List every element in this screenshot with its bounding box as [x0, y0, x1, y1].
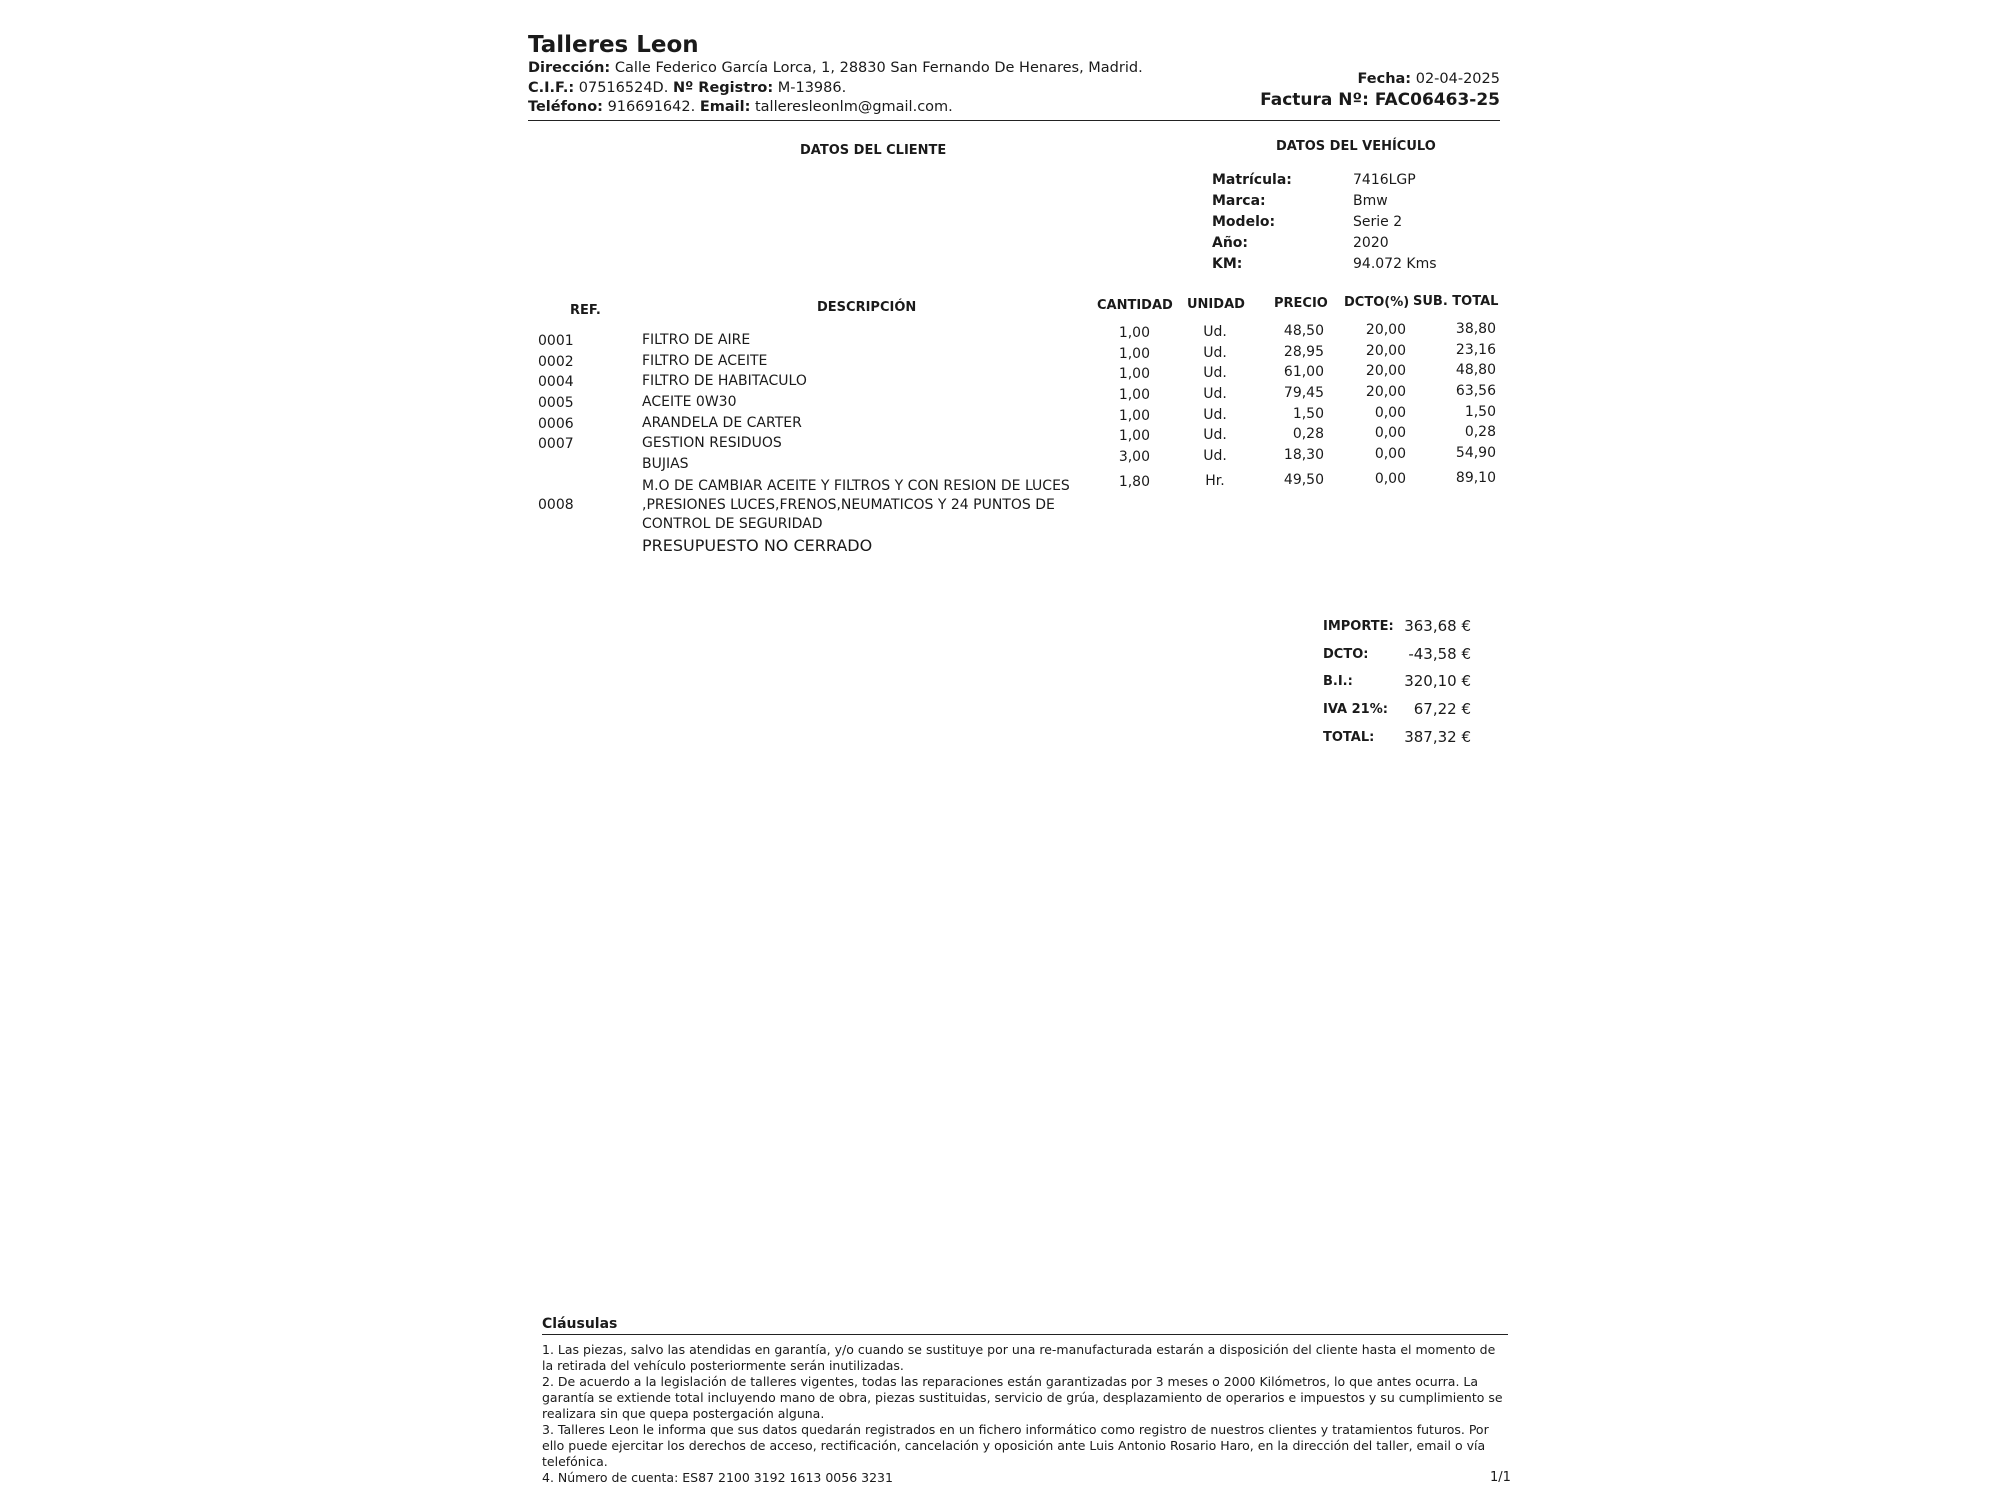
table-cell-qty: 1,00 [1118, 366, 1150, 382]
col-header-desc: DESCRIPCIÓN [817, 300, 917, 315]
client-heading: DATOS DEL CLIENTE [800, 143, 947, 158]
table-cell-disc: 0,00 [1374, 405, 1406, 421]
col-header-qty: CANTIDAD [1097, 298, 1173, 313]
clauses-divider [542, 1334, 1508, 1335]
table-cell-disc: 20,00 [1365, 384, 1406, 400]
table-cell-price: 1,50 [1292, 406, 1324, 422]
total-iva-label: IVA 21%: [1323, 702, 1388, 717]
table-cell-ref: 0007 [538, 436, 574, 452]
table-cell-ref: 0004 [538, 374, 574, 390]
clause-item: 2. De acuerdo a la legislación de talleres vigentes, todas las reparaciones están garantizadas por 3 meses o 2000 Kilómetros, lo que antes ocurra. La garantía se extiende total incluyendo mano de obra, piezas sustituidas, servicio de grúa, desplazamiento de operarios e impuestos y su cumplimiento se realizara sin que quepa postergación alguna. [542, 1374, 1503, 1421]
table-cell-unit: Ud. [1203, 365, 1227, 381]
total-final-label: TOTAL: [1323, 730, 1375, 745]
vehicle-model-value: Serie 2 [1353, 214, 1403, 230]
table-cell-qty: 1,00 [1118, 346, 1150, 362]
table-cell-disc: 20,00 [1365, 343, 1406, 359]
clause-item: 4. Número de cuenta: ES87 2100 3192 1613 0056 3231 [542, 1470, 893, 1485]
table-cell-price: 48,50 [1283, 323, 1324, 339]
table-cell-desc: ARANDELA DE CARTER [642, 415, 802, 431]
table-cell-qty: 1,00 [1118, 428, 1150, 444]
col-header-sub: SUB. TOTAL [1413, 294, 1499, 309]
vehicle-plate-value: 7416LGP [1353, 172, 1416, 188]
col-header-price: PRECIO [1274, 296, 1328, 311]
table-cell-sub: 54,90 [1455, 445, 1496, 461]
address-label: Dirección: [528, 60, 611, 76]
table-cell-qty: 3,00 [1118, 449, 1150, 465]
table-cell-ref: 0005 [538, 395, 574, 411]
table-cell-unit: Ud. [1203, 345, 1227, 361]
table-cell-price: 0,28 [1292, 426, 1324, 442]
table-cell-ref: 0008 [538, 497, 574, 513]
table-cell-unit: Ud. [1203, 324, 1227, 340]
phone-value: 916691642. [607, 99, 696, 115]
vehicle-make-label: Marca: [1212, 193, 1266, 209]
table-cell-unit: Ud. [1203, 386, 1227, 402]
invoice-date [1300, 71, 1500, 87]
vehicle-year-value: 2020 [1353, 235, 1389, 251]
col-header-ref: REF. [570, 303, 601, 318]
table-cell-qty: 1,00 [1118, 387, 1150, 403]
table-cell-ref: 0002 [538, 354, 574, 370]
table-cell-sub: 1,50 [1464, 404, 1496, 420]
cif-value: 07516524D. [578, 80, 669, 96]
total-bi-value: 320,10 € [1404, 672, 1471, 690]
table-cell-desc: BUJIAS [642, 456, 689, 472]
vehicle-model-label: Modelo: [1212, 214, 1276, 230]
table-cell-disc: 0,00 [1374, 471, 1406, 487]
table-cell-desc: GESTION RESIDUOS [642, 435, 782, 451]
invoice-number-label: Factura Nº: [1260, 90, 1369, 110]
table-cell-price: 28,95 [1283, 344, 1324, 360]
vehicle-make-value: Bmw [1353, 193, 1388, 209]
table-cell-desc: ACEITE 0W30 [642, 394, 737, 410]
table-cell-sub: 23,16 [1455, 342, 1496, 358]
header-divider [528, 120, 1500, 121]
table-cell-sub: 38,80 [1455, 321, 1496, 337]
invoice-number [1200, 90, 1500, 110]
total-iva-value: 67,22 € [1413, 700, 1471, 718]
col-header-disc: DCTO(%) [1344, 295, 1410, 310]
table-cell-sub: 0,28 [1464, 424, 1496, 440]
registro-label: Nº Registro: [672, 80, 774, 96]
table-cell-disc: 20,00 [1365, 363, 1406, 379]
table-cell-qty: 1,00 [1118, 408, 1150, 424]
table-cell-sub: 48,80 [1455, 362, 1496, 378]
table-cell-desc: FILTRO DE ACEITE [642, 353, 768, 369]
table-cell-price: 49,50 [1283, 472, 1324, 488]
invoice-number-value: FAC06463-25 [1374, 90, 1500, 110]
vehicle-year-label: Año: [1212, 235, 1249, 251]
vehicle-heading: DATOS DEL VEHÍCULO [1276, 139, 1436, 154]
total-dcto-value: -43,58 € [1408, 645, 1471, 663]
company-contact-line [528, 99, 953, 115]
table-cell-desc: M.O DE CAMBIAR ACEITE Y FILTROS Y CON RESION DE LUCES ,PRESIONES LUCES,FRENOS,NEUMATICOS Y 24 PUNTOS DE CONTROL DE SEGURIDAD [642, 478, 1070, 532]
date-label: Fecha: [1357, 71, 1412, 87]
total-bi-label: B.I.: [1323, 674, 1353, 689]
page-number: 1/1 [1490, 1470, 1511, 1485]
clause-item: 1. Las piezas, salvo las atendidas en garantía, y/o cuando se sustituye por una re-manufacturada estarán a disposición del cliente hasta el momento de la retirada del vehículo posteriormente serán inutilizadas. [542, 1342, 1496, 1373]
table-cell-disc: 0,00 [1374, 446, 1406, 462]
table-cell-desc: FILTRO DE HABITACULO [642, 373, 807, 389]
table-cell-desc: FILTRO DE AIRE [642, 332, 751, 348]
company-name: Talleres Leon [528, 32, 699, 58]
cif-label: C.I.F.: [528, 80, 575, 96]
company-address-line [528, 60, 1143, 76]
table-cell-sub: 63,56 [1455, 383, 1496, 399]
col-header-unit: UNIDAD [1187, 297, 1245, 312]
email-value: talleresleonlm@gmail.com. [754, 99, 953, 115]
total-importe-value: 363,68 € [1404, 617, 1471, 635]
total-importe-label: IMPORTE: [1323, 619, 1394, 634]
table-cell-sub: 89,10 [1455, 470, 1496, 486]
clauses-heading: Cláusulas [542, 1316, 618, 1332]
table-cell-price: 61,00 [1283, 364, 1324, 380]
address-value: Calle Federico García Lorca, 1, 28830 San Fernando De Henares, Madrid. [614, 60, 1143, 76]
table-cell-disc: 0,00 [1374, 425, 1406, 441]
table-cell-unit: Ud. [1203, 407, 1227, 423]
email-label: Email: [699, 99, 751, 115]
table-cell-price: 79,45 [1283, 385, 1324, 401]
table-cell-qty: 1,00 [1118, 325, 1150, 341]
table-cell-unit: Ud. [1203, 448, 1227, 464]
table-cell-qty: 1,80 [1118, 474, 1150, 490]
clauses-list [542, 1342, 1507, 1486]
budget-note: PRESUPUESTO NO CERRADO [642, 536, 873, 555]
table-cell-disc: 20,00 [1365, 322, 1406, 338]
vehicle-km-value: 94.072 Kms [1353, 256, 1437, 272]
table-cell-ref: 0001 [538, 333, 574, 349]
vehicle-km-label: KM: [1212, 256, 1243, 272]
total-dcto-label: DCTO: [1323, 647, 1369, 662]
total-final-value: 387,32 € [1404, 728, 1471, 746]
table-cell-ref: 0006 [538, 416, 574, 432]
vehicle-plate-label: Matrícula: [1212, 172, 1292, 188]
phone-label: Teléfono: [528, 99, 603, 115]
clause-item: 3. Talleres Leon le informa que sus datos quedarán registrados en un fichero informático como registro de nuestros clientes y tratamientos futuros. Por ello puede ejercitar los derechos de acceso, rectificación, cancelación y oposición ante Luis Antonio Rosario Haro, en la dirección del taller, email o vía telefónica. [542, 1422, 1489, 1469]
date-value: 02-04-2025 [1415, 71, 1500, 87]
table-cell-price: 18,30 [1283, 447, 1324, 463]
table-cell-unit: Ud. [1203, 427, 1227, 443]
company-cif-line [528, 80, 846, 96]
registro-value: M-13986. [777, 80, 847, 96]
table-cell-unit: Hr. [1205, 473, 1225, 489]
